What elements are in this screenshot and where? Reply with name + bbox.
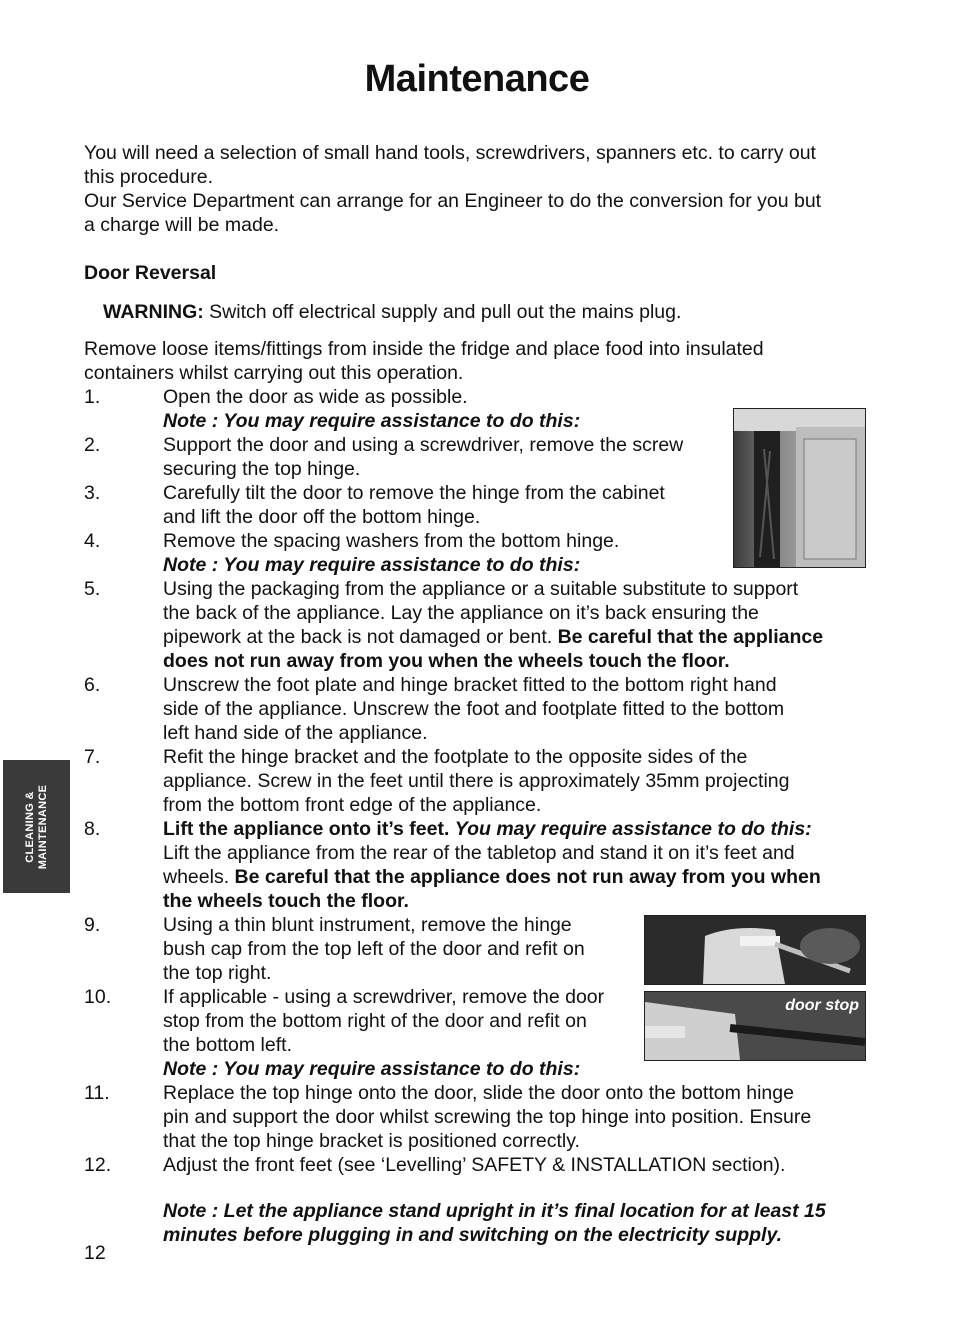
step-text: Remove the spacing washers from the bottom hinge. [163, 530, 620, 552]
step-text: Using a thin blunt instrument, remove the hinge [163, 914, 572, 936]
step-number: 2. [84, 434, 101, 456]
step-number: 12. [84, 1154, 112, 1176]
step-text: Lift the appliance from the rear of the tabletop and stand it on it’s feet and [163, 842, 795, 864]
section-side-tab [3, 760, 70, 893]
step-text: Unscrew the foot plate and hinge bracket fitted to the bottom right hand [163, 674, 777, 696]
step-text [163, 817, 868, 841]
step-number: 11. [84, 1082, 110, 1104]
intro-line: this procedure. [84, 166, 213, 188]
step-number: 4. [84, 530, 101, 552]
side-tab-label [24, 784, 50, 869]
step-number: 9. [84, 914, 101, 936]
step-text: that the top hinge bracket is positioned correctly. [163, 1130, 580, 1152]
page-title: Maintenance [364, 58, 590, 100]
step-text: the bottom left. [163, 1034, 292, 1056]
step-text: the top right. [163, 962, 272, 984]
step-note: Note : You may require assistance to do this: [163, 1058, 581, 1080]
step-warning: Be careful that the appliance [557, 626, 824, 648]
step-text: and lift the door off the bottom hinge. [163, 506, 481, 528]
step-note: You may require assistance to do this: [454, 818, 812, 840]
warning-label: WARNING: [103, 301, 204, 323]
step-warning: Lift the appliance onto it’s feet. [163, 818, 455, 840]
step-text: Replace the top hinge onto the door, slide the door onto the bottom hinge [163, 1082, 794, 1104]
final-note: minutes before plugging in and switching on the electricity supply. [163, 1224, 783, 1246]
step-number: 10. [84, 986, 112, 1008]
step-text: stop from the bottom right of the door and refit on [163, 1010, 587, 1032]
hinge-bush-cap-photo [644, 915, 866, 985]
door-stop-caption: door stop [785, 997, 859, 1014]
intro-line: You will need a selection of small hand tools, screwdrivers, spanners etc. to carry out [84, 142, 816, 164]
step-text [163, 865, 868, 889]
step-number: 6. [84, 674, 101, 696]
door-hinge-photo [733, 408, 866, 568]
instructions-line: Remove loose items/fittings from inside the fridge and place food into insulated [84, 338, 764, 360]
step-text: Refit the hinge bracket and the footplate to the opposite sides of the [163, 746, 748, 768]
step-warning: the wheels touch the floor. [163, 890, 409, 912]
step-text: appliance. Screw in the feet until there is approximately 35mm projecting [163, 770, 790, 792]
step-number: 1. [84, 386, 101, 408]
step-text: Open the door as wide as possible. [163, 386, 468, 408]
step-text: the back of the appliance. Lay the appliance on it’s back ensuring the [163, 602, 759, 624]
step-note: Note : You may require assistance to do this: [163, 410, 581, 432]
hinge-bush-illustration [645, 916, 865, 984]
step-text: securing the top hinge. [163, 458, 361, 480]
step-warning: does not run away from you when the wheels touch the floor. [163, 650, 730, 672]
warning-note [103, 300, 863, 324]
step-text: Carefully tilt the door to remove the hinge from the cabinet [163, 482, 665, 504]
step-text: Support the door and using a screwdriver, remove the screw [163, 434, 684, 456]
final-note: Note : Let the appliance stand upright in it’s final location for at least 15 [163, 1200, 826, 1222]
step-text [163, 625, 868, 649]
intro-line: Our Service Department can arrange for an Engineer to do the conversion for you but [84, 190, 822, 212]
door-stop-photo [644, 991, 866, 1061]
step-note: Note : You may require assistance to do this: [163, 554, 581, 576]
step-text: left hand side of the appliance. [163, 722, 428, 744]
door-hinge-illustration [734, 409, 865, 567]
step-number: 5. [84, 578, 101, 600]
step-text: bush cap from the top left of the door and refit on [163, 938, 585, 960]
step-text: pin and support the door whilst screwing the top hinge into position. Ensure [163, 1106, 812, 1128]
step-text: side of the appliance. Unscrew the foot and footplate fitted to the bottom [163, 698, 785, 720]
section-heading: Door Reversal [84, 262, 217, 284]
step-text: Adjust the front feet (see ‘Levelling’ SAFETY & INSTALLATION section). [163, 1154, 786, 1176]
step-text: If applicable - using a screwdriver, remove the door [163, 986, 605, 1008]
side-tab-line: CLEANING & [23, 790, 36, 863]
page-number: 12 [84, 1242, 106, 1264]
intro-line: a charge will be made. [84, 214, 280, 236]
step-warning: Be careful that the appliance does not run away from you when [234, 866, 821, 888]
instructions-line: containers whilst carrying out this operation. [84, 362, 464, 384]
step-number: 3. [84, 482, 101, 504]
side-tab-line: MAINTENANCE [36, 784, 49, 869]
step-text: Using the packaging from the appliance or a suitable substitute to support [163, 578, 799, 600]
step-text: from the bottom front edge of the appliance. [163, 794, 542, 816]
step-text-regular: pipework at the back is not damaged or bent. [163, 626, 558, 648]
step-number: 8. [84, 818, 101, 840]
warning-text: Switch off electrical supply and pull out the mains plug. [203, 301, 682, 323]
step-text-regular: wheels. [163, 866, 235, 888]
step-number: 7. [84, 746, 101, 768]
